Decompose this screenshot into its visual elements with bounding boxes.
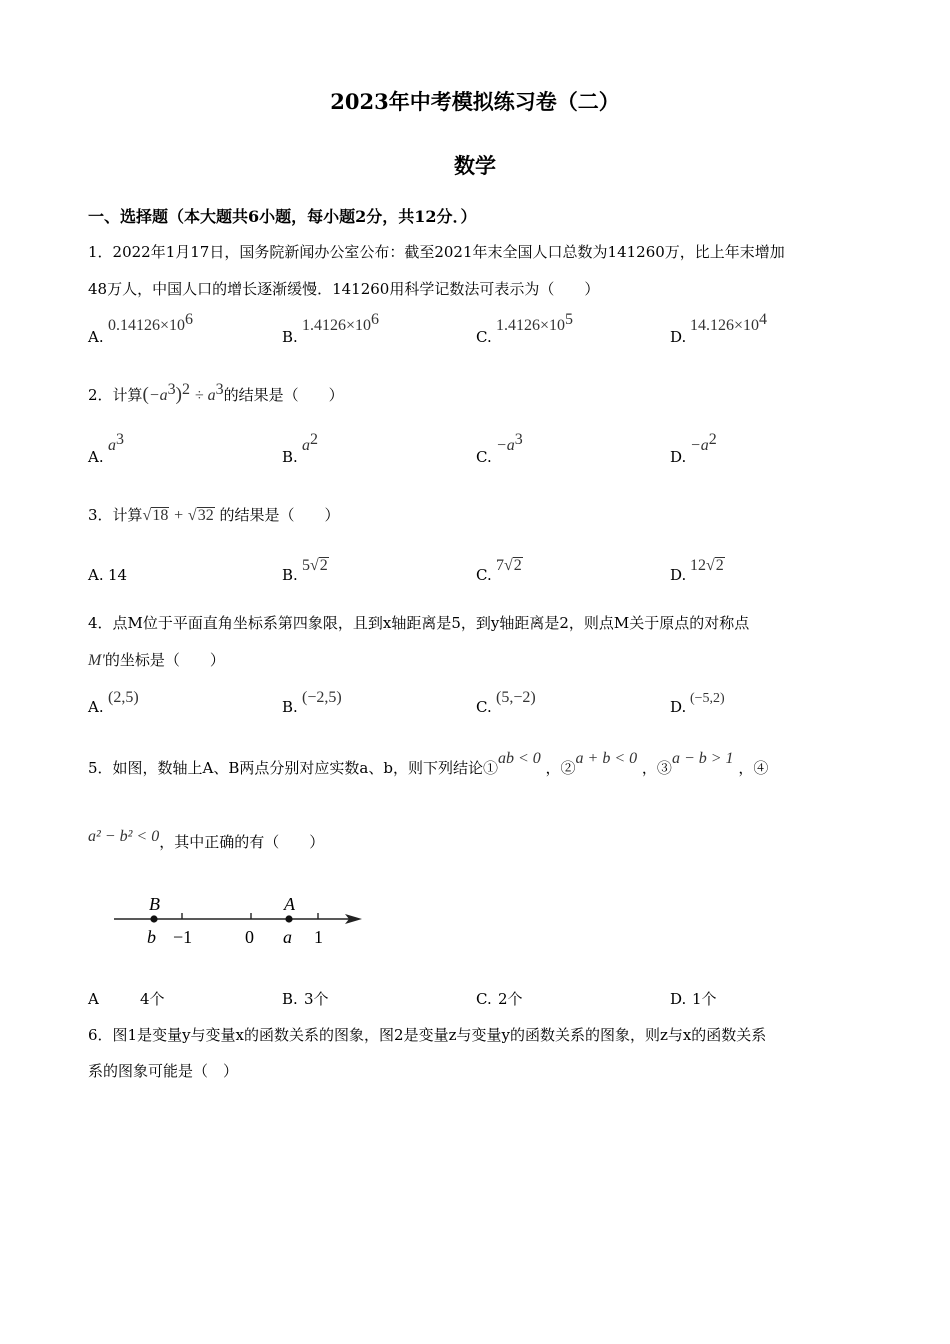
label-1: 1 <box>314 927 323 947</box>
point-a-dot <box>285 915 292 922</box>
q5-option-a: A 4个 <box>88 990 165 1008</box>
section-heading: 一、选择题（本大题共6小题，每小题2分，共12分．） <box>88 207 477 226</box>
q4-text-line1: 4．点M位于平面直角坐标系第四象限，且到x轴距离是5，到y轴距离是2，则点M关于原点的对称点 <box>88 614 750 632</box>
q6-text-line2: 系的图象可能是（ ） <box>88 1062 239 1080</box>
q4-option-b: B.(−2,5) <box>282 689 342 716</box>
q3-option-c: C.7√2 <box>476 557 522 584</box>
label-a: a <box>283 927 292 947</box>
label-neg1: −1 <box>173 927 193 947</box>
point-a-label: A <box>284 894 295 914</box>
q2-option-a: $A.a^3$ <box>88 431 124 466</box>
q5-text-line2: a² − b² < 0，其中正确的有（ ） <box>88 828 325 851</box>
number-line-figure <box>100 890 380 950</box>
q5-text-line1: 5．如图，数轴上A、B两点分别对应实数a、b，则下列结论①ab < 0 ，②a + b < 0 ，③a − b > 1 ，④ <box>88 750 769 777</box>
q5-option-d: D. 1个 <box>670 990 717 1008</box>
q1-option-a: $A.0.14126\times 10^6$ <box>88 311 194 346</box>
q2-text: 2．计算$(-a^3)^2 \div a^3$的结果是（ ） <box>88 381 344 405</box>
q5-option-b: B. 3个 <box>282 990 329 1008</box>
q3-option-b: B.5√2 <box>282 557 328 584</box>
q4-option-d: D. (−5,2) <box>670 691 725 716</box>
q1-option-c: $C.1.4126\times 10^5$ <box>476 311 574 346</box>
q3-option-d: D.12√2 <box>670 557 724 584</box>
q3-option-a: A. 14 <box>88 566 128 584</box>
q2-option-b: $B.a^2$ <box>282 431 318 466</box>
subject-title: 数学 <box>454 153 496 178</box>
q6-text-line1: 6．图1是变量y与变量x的函数关系的图象，图2是变量z与变量y的函数关系的图象，则z与x的函数关系 <box>88 1026 767 1044</box>
q4-option-a: A.(2,5) <box>88 689 139 716</box>
q1-text-line2: 48万人，中国人口的增长逐渐缓慢．141260用科学记数法可表示为（ ） <box>88 280 600 298</box>
q3-text: 3．计算√18 + √32 的结果是（ ） <box>88 506 340 524</box>
q2-option-c: $C.-a^3$ <box>476 431 523 466</box>
q1-option-d: $D.14.126\times 10^4$ <box>670 311 768 346</box>
label-0: 0 <box>245 927 254 947</box>
label-b: b <box>147 927 156 947</box>
q1-text-line1: 1．2022年1月17日，国务院新闻办公室公布：截至2021年末全国人口总数为141260万，比上年末增加 <box>88 243 785 261</box>
point-b-dot <box>150 915 157 922</box>
exam-title: 2023年中考模拟练习卷（二） <box>330 89 620 114</box>
q1-option-b: $B.1.4126\times 10^6$ <box>282 311 380 346</box>
q5-option-c: C. 2个 <box>476 990 523 1008</box>
q4-option-c: C.(5,−2) <box>476 689 536 716</box>
point-b-label: B <box>149 894 160 914</box>
q2-option-d: $D.-a^2$ <box>670 431 717 466</box>
q4-text-line2: M′的坐标是（ ） <box>88 651 225 669</box>
